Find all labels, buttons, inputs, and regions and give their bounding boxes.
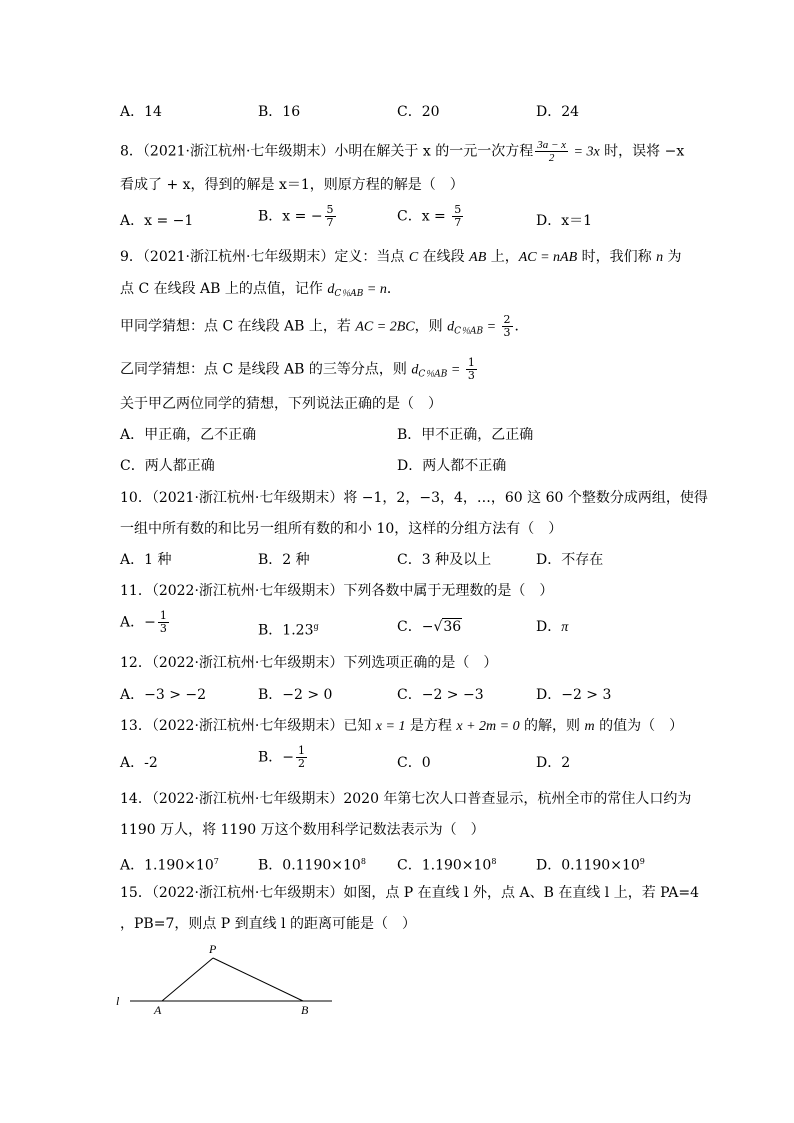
q8-option-c: C．x = $\frac{5}{7}$ — [397, 203, 462, 229]
q11-option-c: C．−√36 — [397, 619, 462, 635]
q10-option-b: B．2 种 — [258, 552, 310, 568]
q9-question: 关于甲乙两位同学的猜想，下列说法正确的是（ ） — [120, 396, 442, 412]
q9-guess-jia: 甲同学猜想：点 C 在线段 AB 上，若 AC = 2BC，则 $d_{C\%AB}$ = $\frac{2}{3}$ ． — [120, 313, 529, 339]
q15-stem-line2: ，PB=7，则点 P 到直线 l 的距离可能是（ ） — [120, 916, 417, 932]
q11-option-d: D．π — [536, 619, 569, 635]
q8-fraction: $\frac{3a - x}{2}$ — [537, 139, 567, 164]
q8-option-b: B．x = − $\frac{5}{7}$ — [258, 203, 334, 229]
q10-option-a: A．1 种 — [120, 552, 172, 568]
q10-option-c: C．3 种及以上 — [397, 552, 492, 568]
q7-option-b: B．16 — [258, 104, 301, 120]
q14-option-d: D．$0.1190\times 10^9$ — [536, 857, 645, 874]
segment-pb — [213, 958, 303, 1001]
q14-stem-line1: 14．（2022·浙江杭州·七年级期末）2020 年第七次人口普查显示，杭州全市的常住人口约为 — [120, 791, 692, 807]
q11-stem: 11．（2022·浙江杭州·七年级期末）下列各数中属于无理数的是（ ） — [120, 583, 554, 599]
q12-option-c: C．−2 > −3 — [397, 687, 484, 703]
q12-option-a: A．−3 > −2 — [120, 687, 207, 703]
q7-option-c: C．20 — [397, 104, 440, 120]
q9-option-c: C．两人都正确 — [120, 458, 215, 474]
q9-stem-line1: 9．（2021·浙江杭州·七年级期末）定义：当点 C 在线段 AB 上，AC = nAB 时，我们称 n 为 — [120, 249, 682, 265]
q8-option-d: D．x＝1 — [536, 213, 593, 229]
q10-stem-line2: 一组中所有数的和比另一组所有数的和小 10，这样的分组方法有（ ） — [120, 521, 563, 537]
q10-stem-line1: 10．（2021·浙江杭州·七年级期末）将 −1，2，−3，4，…，60 这 60 个整数分成两组，使得 — [120, 490, 708, 506]
q13-option-a: A．-2 — [120, 755, 158, 771]
q9-option-d: D．两人都不正确 — [397, 458, 507, 474]
q13-option-d: D．2 — [536, 755, 571, 771]
q9-guess-yi: 乙同学猜想：点 C 是线段 AB 的三等分点，则 $d_{C\%AB}$ = $\frac{1}{3}$ — [120, 356, 475, 382]
q12-option-d: D．−2 > 3 — [536, 687, 612, 703]
q8-stem-line2: 看成了 + x，得到的解是 x＝1，则原方程的解是（ ） — [120, 177, 464, 193]
q7-option-a: A．14 — [120, 104, 162, 120]
q9-option-b: B．甲不正确，乙正确 — [397, 427, 534, 443]
q11-option-b: B．1.23$^g$ — [258, 622, 319, 639]
q12-option-b: B．−2 > 0 — [258, 687, 333, 703]
q13-option-b: B．− $\frac{1}{2}$ — [258, 744, 306, 770]
label-p: P — [209, 942, 217, 956]
label-a: A — [154, 1003, 162, 1017]
q12-stem: 12．（2022·浙江杭州·七年级期末）下列选项正确的是（ ） — [120, 655, 498, 671]
q14-option-c: C．$1.190\times 10^8$ — [397, 857, 497, 874]
label-b: B — [301, 1003, 309, 1017]
q9-option-a: A．甲正确，乙不正确 — [120, 427, 257, 443]
q13-option-c: C．0 — [397, 755, 431, 771]
q14-option-b: B．$0.1190\times 10^8$ — [258, 857, 366, 874]
q14-stem-line2: 1190 万人，将 1190 万这个数用科学记数法表示为（ ） — [120, 822, 485, 838]
q14-option-a: A．$1.190\times 10^7$ — [120, 857, 219, 874]
q8-stem-line1: 8．（2021·浙江杭州·七年级期末）小明在解关于 x 的一元一次方程 $\frac{3a - x}{2}$ = 3x 时，误将 −x — [120, 139, 685, 164]
q15-stem-line1: 15．（2022·浙江杭州·七年级期末）如图，点 P 在直线 l 外，点 A、B 在直线 l 上，若 PA=4 — [120, 885, 700, 901]
q15-figure — [110, 938, 350, 1018]
q11-option-a: A．− $\frac{1}{3}$ — [120, 609, 167, 635]
q13-stem: 13．（2022·浙江杭州·七年级期末）已知 x = 1 是方程 x + 2m = 0 的解，则 m 的值为（ ） — [120, 718, 684, 734]
segment-pa — [162, 958, 213, 1001]
q8-option-a: A．x = −1 — [120, 213, 194, 229]
q10-option-d: D．不存在 — [536, 552, 604, 568]
label-l: l — [116, 994, 120, 1008]
q9-stem-line2: 点 C 在线段 AB 上的点值，记作 $d_{C\%AB} = n$． — [120, 281, 401, 299]
q7-option-d: D．24 — [536, 104, 580, 120]
